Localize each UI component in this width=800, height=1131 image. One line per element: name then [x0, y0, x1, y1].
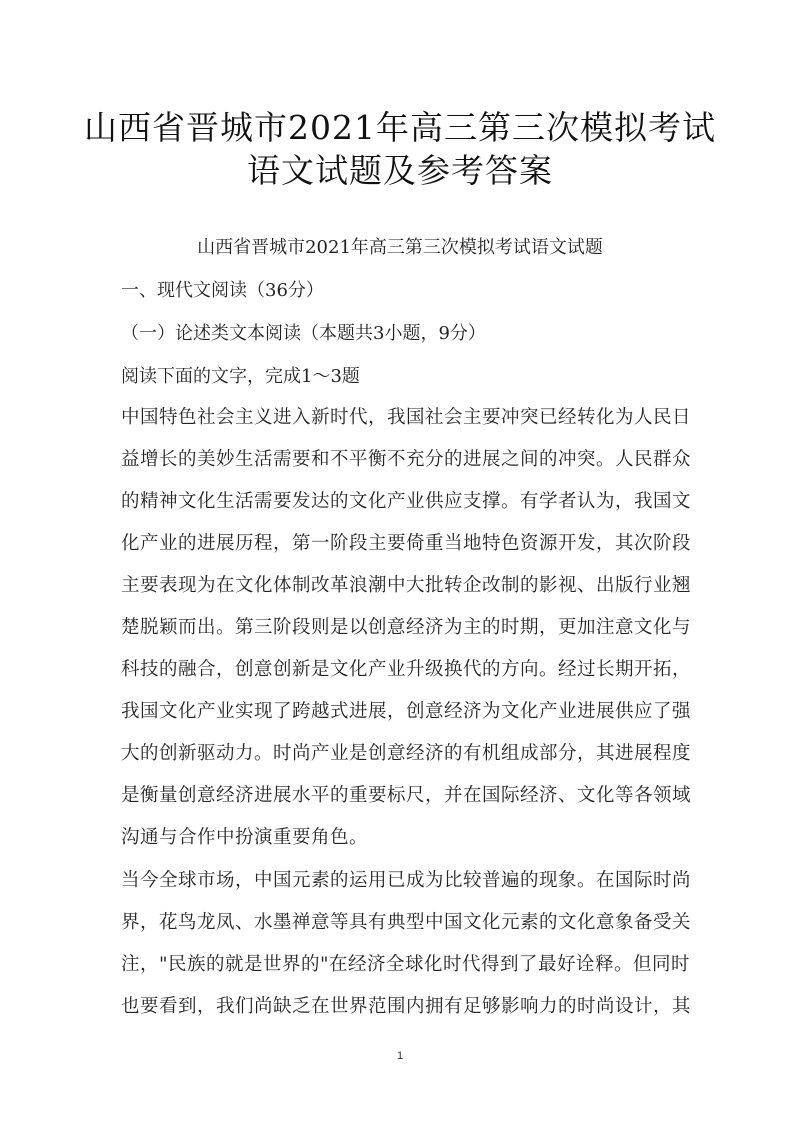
- paragraph-line: 主要表现为在文化体制改革浪潮中大批转企改制的影视、出版行业翘: [121, 575, 692, 596]
- reading-instruction: 阅读下面的文字，完成1～3题: [121, 366, 360, 387]
- paragraph-line: 化产业的进展历程，第一阶段主要倚重当地特色资源开发，其次阶段: [121, 533, 692, 554]
- exam-subtitle: 山西省晋城市2021年高三第三次模拟考试语文试题: [197, 237, 603, 258]
- paragraph-line: 我国文化产业实现了跨越式进展，创意经济为文化产业进展供应了强: [121, 701, 692, 722]
- document-title-line-2: 语文试题及参考答案: [247, 151, 553, 190]
- paragraph-line: 界，花鸟龙凤、水墨禅意等具有典型中国文化元素的文化意象备受关: [121, 912, 692, 933]
- document-title-line-1: 山西省晋城市2021年高三第三次模拟考试: [84, 108, 716, 147]
- paragraph-line: 益增长的美妙生活需要和不平衡不充分的进展之间的冲突。人民群众: [121, 449, 692, 470]
- subsection-heading: （一）论述类文本阅读（本题共3小题，9分）: [121, 323, 486, 344]
- paragraph-line: 注，"民族的就是世界的"在经济全球化时代得到了最好诠释。但同时: [121, 954, 691, 975]
- page-number: 1: [396, 1050, 404, 1062]
- paragraph-line: 沟通与合作中扮演重要角色。: [121, 827, 369, 848]
- paragraph-line: 大的创新驱动力。时尚产业是创意经济的有机组成部分，其进展程度: [121, 743, 692, 764]
- paragraph-line: 也要看到，我们尚缺乏在世界范围内拥有足够影响力的时尚设计，其: [121, 996, 692, 1017]
- paragraph-line: 是衡量创意经济进展水平的重要标尺，并在国际经济、文化等各领域: [121, 785, 692, 806]
- paragraph-line: 的精神文化生活需要发达的文化产业供应支撑。有学者认为，我国文: [121, 491, 692, 512]
- paragraph-line: 楚脱颖而出。第三阶段则是以创意经济为主的时期，更加注意文化与: [121, 617, 692, 638]
- section-heading: 一、现代文阅读（36分）: [121, 280, 324, 301]
- paragraph-line: 科技的融合，创意创新是文化产业升级换代的方向。经过长期开拓，: [121, 659, 692, 680]
- paragraph-line: 当今全球市场，中国元素的运用已成为比较普遍的现象。在国际时尚: [121, 870, 692, 891]
- paragraph-line: 中国特色社会主义进入新时代，我国社会主要冲突已经转化为人民日: [121, 407, 692, 428]
